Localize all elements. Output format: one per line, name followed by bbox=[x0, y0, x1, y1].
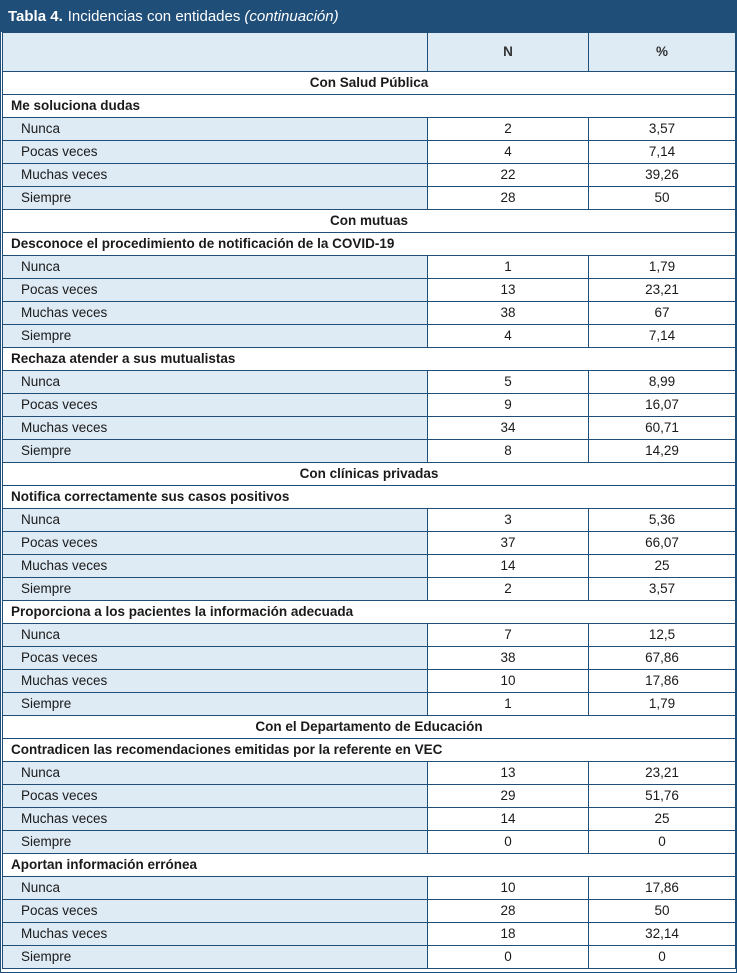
answer-label: Siempre bbox=[3, 325, 428, 348]
table-row bbox=[3, 555, 736, 578]
answer-pct: 3,57 bbox=[589, 578, 736, 601]
answer-label: Nunca bbox=[3, 256, 428, 279]
table-body bbox=[3, 33, 736, 969]
answer-label: Nunca bbox=[3, 118, 428, 141]
question-text: Aportan información errónea bbox=[3, 854, 736, 877]
answer-label: Pocas veces bbox=[3, 532, 428, 555]
answer-n: 2 bbox=[428, 118, 589, 141]
answer-pct: 23,21 bbox=[589, 279, 736, 302]
question-row bbox=[3, 486, 736, 509]
table-row bbox=[3, 624, 736, 647]
answer-label: Nunca bbox=[3, 877, 428, 900]
answer-n: 10 bbox=[428, 670, 589, 693]
question-row bbox=[3, 601, 736, 624]
answer-n: 0 bbox=[428, 946, 589, 969]
answer-n: 34 bbox=[428, 417, 589, 440]
answer-pct: 3,57 bbox=[589, 118, 736, 141]
answer-pct: 25 bbox=[589, 555, 736, 578]
table-row bbox=[3, 141, 736, 164]
answer-label: Siempre bbox=[3, 946, 428, 969]
question-text: Rechaza atender a sus mutualistas bbox=[3, 348, 736, 371]
answer-label: Nunca bbox=[3, 762, 428, 785]
table-row bbox=[3, 532, 736, 555]
answer-pct: 50 bbox=[589, 187, 736, 210]
answer-label: Pocas veces bbox=[3, 279, 428, 302]
answer-pct: 50 bbox=[589, 900, 736, 923]
answer-n: 7 bbox=[428, 624, 589, 647]
answer-pct: 12,5 bbox=[589, 624, 736, 647]
table-row bbox=[3, 877, 736, 900]
table-row bbox=[3, 187, 736, 210]
answer-label: Pocas veces bbox=[3, 141, 428, 164]
answer-label: Muchas veces bbox=[3, 417, 428, 440]
answer-pct: 60,71 bbox=[589, 417, 736, 440]
question-text: Contradicen las recomendaciones emitidas por la referente en VEC bbox=[3, 739, 736, 762]
table-row bbox=[3, 762, 736, 785]
table-title-suffix: (continuación) bbox=[244, 8, 339, 25]
answer-pct: 17,86 bbox=[589, 877, 736, 900]
answer-label: Siempre bbox=[3, 693, 428, 716]
answer-n: 8 bbox=[428, 440, 589, 463]
answer-n: 13 bbox=[428, 762, 589, 785]
table-row bbox=[3, 371, 736, 394]
answer-label: Pocas veces bbox=[3, 394, 428, 417]
section-heading: Con clínicas privadas bbox=[3, 463, 736, 486]
question-row bbox=[3, 233, 736, 256]
answer-n: 4 bbox=[428, 325, 589, 348]
answer-label: Muchas veces bbox=[3, 555, 428, 578]
answer-pct: 66,07 bbox=[589, 532, 736, 555]
table-row bbox=[3, 808, 736, 831]
column-header-n: N bbox=[428, 33, 589, 72]
table-row bbox=[3, 440, 736, 463]
table-row bbox=[3, 693, 736, 716]
answer-pct: 1,79 bbox=[589, 693, 736, 716]
answer-n: 28 bbox=[428, 900, 589, 923]
answer-n: 18 bbox=[428, 923, 589, 946]
answer-label: Pocas veces bbox=[3, 647, 428, 670]
table-row bbox=[3, 118, 736, 141]
answer-n: 29 bbox=[428, 785, 589, 808]
section-row bbox=[3, 72, 736, 95]
answer-pct: 7,14 bbox=[589, 325, 736, 348]
answer-label: Siempre bbox=[3, 578, 428, 601]
answer-label: Siempre bbox=[3, 831, 428, 854]
answer-pct: 0 bbox=[589, 831, 736, 854]
table-row bbox=[3, 785, 736, 808]
table-row bbox=[3, 302, 736, 325]
answer-n: 3 bbox=[428, 509, 589, 532]
answer-n: 28 bbox=[428, 187, 589, 210]
table-row bbox=[3, 164, 736, 187]
answer-n: 2 bbox=[428, 578, 589, 601]
answer-n: 14 bbox=[428, 555, 589, 578]
table-title-main: Incidencias con entidades bbox=[67, 8, 241, 25]
answer-pct: 14,29 bbox=[589, 440, 736, 463]
table-row bbox=[3, 670, 736, 693]
answer-n: 1 bbox=[428, 693, 589, 716]
answer-n: 1 bbox=[428, 256, 589, 279]
answer-pct: 23,21 bbox=[589, 762, 736, 785]
answer-label: Pocas veces bbox=[3, 900, 428, 923]
question-row bbox=[3, 739, 736, 762]
table-row bbox=[3, 325, 736, 348]
answer-pct: 16,07 bbox=[589, 394, 736, 417]
section-heading: Con Salud Pública bbox=[3, 72, 736, 95]
section-heading: Con mutuas bbox=[3, 210, 736, 233]
table-row bbox=[3, 647, 736, 670]
column-header-pct: % bbox=[589, 33, 736, 72]
answer-pct: 17,86 bbox=[589, 670, 736, 693]
answer-pct: 7,14 bbox=[589, 141, 736, 164]
answer-pct: 67,86 bbox=[589, 647, 736, 670]
answer-pct: 0 bbox=[589, 946, 736, 969]
table-row bbox=[3, 394, 736, 417]
answer-n: 22 bbox=[428, 164, 589, 187]
answer-pct: 8,99 bbox=[589, 371, 736, 394]
question-row bbox=[3, 854, 736, 877]
table-row bbox=[3, 509, 736, 532]
table-row bbox=[3, 578, 736, 601]
answer-label: Nunca bbox=[3, 371, 428, 394]
table-row bbox=[3, 831, 736, 854]
answer-label: Muchas veces bbox=[3, 670, 428, 693]
question-row bbox=[3, 95, 736, 118]
answer-label: Muchas veces bbox=[3, 302, 428, 325]
question-text: Notifica correctamente sus casos positivos bbox=[3, 486, 736, 509]
answer-pct: 51,76 bbox=[589, 785, 736, 808]
section-row bbox=[3, 716, 736, 739]
answer-n: 10 bbox=[428, 877, 589, 900]
answer-pct: 5,36 bbox=[589, 509, 736, 532]
section-row bbox=[3, 463, 736, 486]
answer-pct: 25 bbox=[589, 808, 736, 831]
section-heading: Con el Departamento de Educación bbox=[3, 716, 736, 739]
table-header-row bbox=[3, 33, 736, 72]
column-header-label bbox=[3, 33, 428, 72]
answer-n: 37 bbox=[428, 532, 589, 555]
table-title-prefix: Tabla 4. bbox=[8, 8, 63, 25]
incidencias-table bbox=[2, 32, 736, 969]
question-text: Proporciona a los pacientes la información adecuada bbox=[3, 601, 736, 624]
question-text: Me soluciona dudas bbox=[3, 95, 736, 118]
table-row bbox=[3, 946, 736, 969]
table-row bbox=[3, 900, 736, 923]
table-row bbox=[3, 923, 736, 946]
question-text: Desconoce el procedimiento de notificación de la COVID-19 bbox=[3, 233, 736, 256]
answer-n: 5 bbox=[428, 371, 589, 394]
answer-pct: 32,14 bbox=[589, 923, 736, 946]
answer-n: 38 bbox=[428, 647, 589, 670]
table-row bbox=[3, 279, 736, 302]
answer-n: 9 bbox=[428, 394, 589, 417]
section-row bbox=[3, 210, 736, 233]
answer-label: Siempre bbox=[3, 187, 428, 210]
answer-n: 38 bbox=[428, 302, 589, 325]
answer-label: Pocas veces bbox=[3, 785, 428, 808]
answer-label: Nunca bbox=[3, 624, 428, 647]
table-row bbox=[3, 256, 736, 279]
answer-label: Muchas veces bbox=[3, 923, 428, 946]
answer-label: Nunca bbox=[3, 509, 428, 532]
answer-n: 0 bbox=[428, 831, 589, 854]
answer-pct: 1,79 bbox=[589, 256, 736, 279]
answer-pct: 39,26 bbox=[589, 164, 736, 187]
table-row bbox=[3, 417, 736, 440]
answer-n: 4 bbox=[428, 141, 589, 164]
answer-n: 14 bbox=[428, 808, 589, 831]
answer-pct: 67 bbox=[589, 302, 736, 325]
answer-n: 13 bbox=[428, 279, 589, 302]
answer-label: Siempre bbox=[3, 440, 428, 463]
answer-label: Muchas veces bbox=[3, 808, 428, 831]
question-row bbox=[3, 348, 736, 371]
table-title bbox=[1, 1, 736, 32]
answer-label: Muchas veces bbox=[3, 164, 428, 187]
